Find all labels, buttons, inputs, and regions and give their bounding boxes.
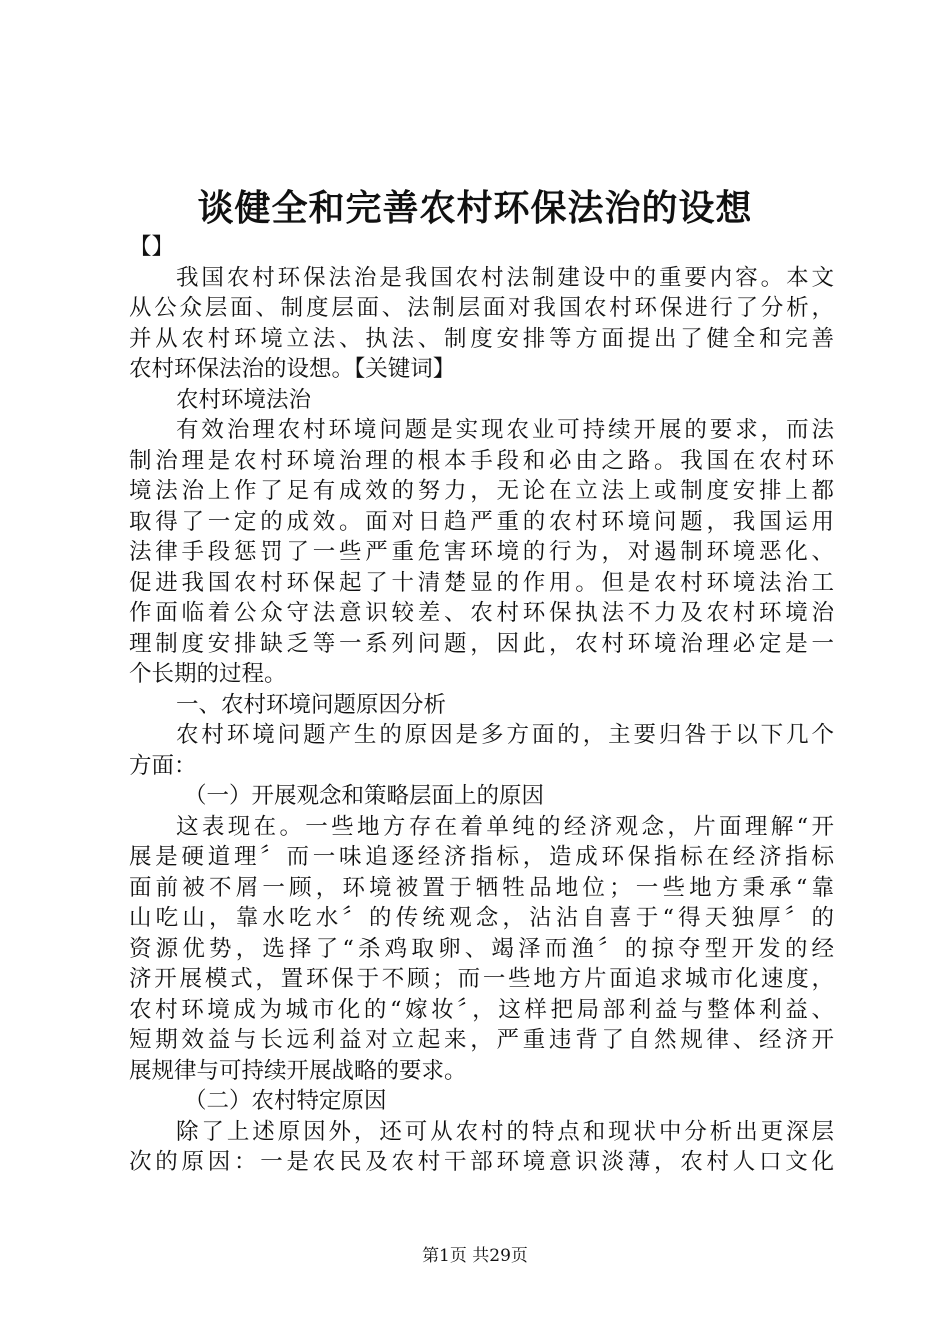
page-number-footer: 第1页 共29页 [422,1246,528,1266]
paragraph-line: 展规律与可持续开展战略的要求。 [129,1057,467,1084]
paragraph-line: 法律手段惩罚了一些严重危害环境的行为，对遏制环境恶化、 [129,539,834,565]
paragraph-line: 并从农村环境立法、执法、制度安排等方面提出了健全和完善 [129,325,834,352]
paragraph-line: 农村环保法治的设想。【关键词】 [129,356,456,382]
paragraph-line: 方面： [129,752,197,779]
paragraph-line: 作面临着公众守法意识较差、农村环保执法不力及农村环境治 [129,600,834,626]
paragraph-line: 农村环境成为城市化的“嫁妆〞，这样把局部利益与整体利益、 [129,996,834,1023]
paragraph-line: 从公众层面、制度层面、法制层面对我国农村环保进行了分析， [129,295,834,321]
paragraph-line: 农村环境问题产生的原因是多方面的，主要归咎于以下几个 [176,722,834,748]
document-title: 谈健全和完善农村环保法治的设想 [197,187,753,229]
paragraph-line: 展是硬道理〞而一味追逐经济指标，造成环保指标在经济指标 [129,844,834,870]
subsection-heading: （一）开展观念和策略层面上的原因 [184,783,545,809]
paragraph-line: 这表现在。一些地方存在着单纯的经济观念，片面理解“开 [176,813,834,840]
paragraph-line: 个长期的过程。 [129,661,287,687]
paragraph-line: 济开展模式，置环保于不顾；而一些地方片面追求城市化速度， [129,966,834,992]
paragraph-line: 我国农村环保法治是我国农村法制建设中的重要内容。本文 [176,264,834,291]
paragraph-line: 山吃山，靠水吃水〞的传统观念，沾沾自喜于“得天独厚〞的 [129,905,834,931]
paragraph-line: 除了上述原因外，还可从农村的特点和现状中分析出更深层 [176,1118,834,1145]
paragraph-line: 促进我国农村环保起了十清楚显的作用。但是农村环境法治工 [129,569,834,596]
paragraph-line: 理制度安排缺乏等一系列问题，因此，农村环境治理必定是一 [129,630,834,657]
section-heading: 一、农村环境问题原因分析 [176,691,447,718]
paragraph-line: 境法治上作了足有成效的努力，无论在立法上或制度安排上都 [129,478,834,504]
document-body [129,232,834,1178]
paragraph-line: 取得了一定的成效。面对日趋严重的农村环境问题，我国运用 [129,508,834,535]
paragraph-line: 次的原因：一是农民及农村干部环境意识淡薄，农村人口文化 [129,1149,834,1175]
paragraph-line: 有效治理农村环境问题是实现农业可持续开展的要求，而法 [176,417,834,443]
paragraph-line: 面前被不屑一顾，环境被置于牺牲品地位；一些地方秉承“靠 [129,874,834,901]
abstract-brackets: 【】 [129,234,175,260]
paragraph-line: 资源优势，选择了“杀鸡取卵、竭泽而渔〞的掠夺型开发的经 [129,935,834,962]
paragraph-line: 短期效益与长远利益对立起来，严重违背了自然规律、经济开 [129,1027,834,1053]
keywords-line: 农村环境法治 [176,386,312,413]
paragraph-line: 制治理是农村环境治理的根本手段和必由之路。我国在农村环 [129,447,834,474]
subsection-heading: （二）农村特定原因 [184,1088,387,1114]
